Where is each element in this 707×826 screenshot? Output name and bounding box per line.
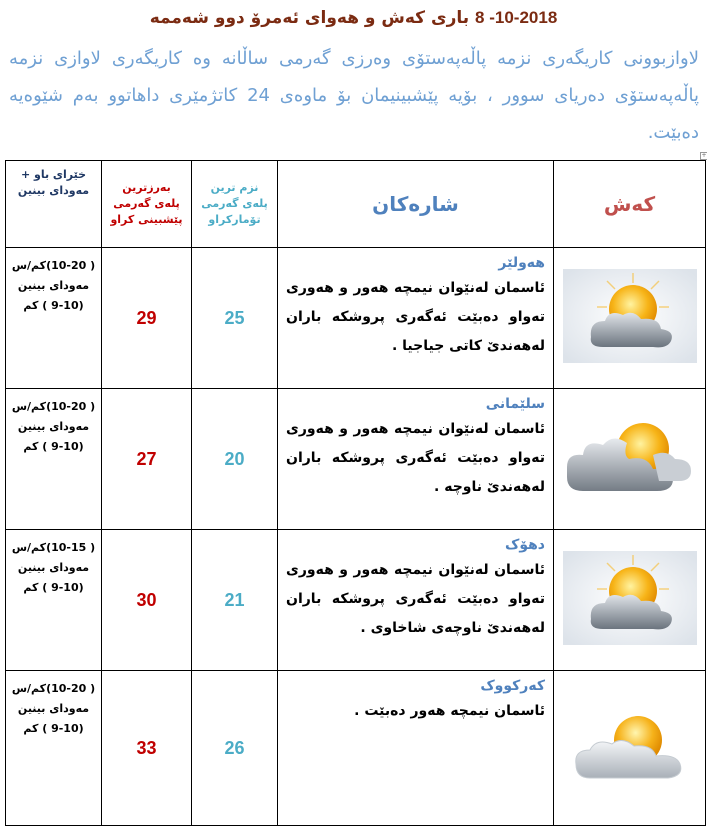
visibility-value: (9-10 ) کم bbox=[23, 440, 84, 453]
header-wind-line2: مەودای بینین bbox=[17, 184, 90, 197]
table-row bbox=[6, 248, 706, 389]
weather-description: ئاسمان نیمچە هەور دەبێت . bbox=[354, 703, 545, 719]
header-max-line1: بەرزترین bbox=[122, 181, 171, 194]
max-temp: 27 bbox=[102, 389, 192, 530]
wind-cell bbox=[6, 530, 102, 671]
weather-description: ئاسمان لەنێوان نیمچە هەور و هەوری تەواو دەبێت ئەگەری پروشکە باران لەهەندێ ناوچەی شاخاوی . bbox=[286, 562, 545, 636]
weather-description: ئاسمان لەنێوان نیمچە هەور و هەوری تەواو دەبێت ئەگەری پروشکە باران لەهەندێ کاتی جیاجیا . bbox=[286, 280, 545, 354]
visibility-value: (9-10 ) کم bbox=[23, 299, 84, 312]
visibility-label: مەودای بینین bbox=[17, 279, 90, 292]
table-row bbox=[6, 530, 706, 671]
max-temp: 30 bbox=[102, 530, 192, 671]
header-min-line1: نزم ترین bbox=[210, 181, 259, 194]
wind-speed: ( 10-20)کم/س bbox=[11, 400, 96, 413]
wind-cell bbox=[6, 671, 102, 826]
table-header-row bbox=[6, 161, 706, 248]
visibility-label: مەودای بینین bbox=[17, 420, 90, 433]
header-max-line2: پلەی گەرمی bbox=[113, 197, 180, 210]
title-date: 8 -10-2018 bbox=[475, 8, 558, 27]
weather-description: ئاسمان لەنێوان نیمچە هەور و هەوری تەواو دەبێت ئەگەری پروشکە باران لەهەندێ ناوچە . bbox=[286, 421, 545, 495]
condition-cell bbox=[554, 671, 706, 826]
wind-cell bbox=[6, 389, 102, 530]
table-row bbox=[6, 671, 706, 826]
max-temp: 33 bbox=[102, 671, 192, 826]
partly-cloudy-sun-icon bbox=[563, 269, 697, 367]
city-cell bbox=[278, 530, 554, 671]
city-name: کەرکووک bbox=[480, 678, 545, 694]
wind-speed: ( 10-20)کم/س bbox=[11, 682, 96, 695]
forecast-table bbox=[5, 160, 706, 826]
sun-behind-cloud-icon bbox=[568, 706, 692, 790]
title-text: باری کەش و هەوای ئەمرۆ دوو شەممە bbox=[149, 8, 470, 28]
visibility-label: مەودای بینین bbox=[17, 561, 90, 574]
header-wind-line1: خێرای باو + bbox=[20, 168, 87, 181]
table-row bbox=[6, 389, 706, 530]
header-wind bbox=[6, 161, 102, 248]
min-temp: 21 bbox=[192, 530, 278, 671]
wind-speed: ( 10-15)کم/س bbox=[11, 541, 96, 554]
min-temp: 25 bbox=[192, 248, 278, 389]
city-cell bbox=[278, 389, 554, 530]
visibility-value: (9-10 ) کم bbox=[23, 722, 84, 735]
visibility-value: (9-10 ) کم bbox=[23, 581, 84, 594]
city-cell bbox=[278, 248, 554, 389]
condition-cell bbox=[554, 248, 706, 389]
wind-cell bbox=[6, 248, 102, 389]
min-temp: 26 bbox=[192, 671, 278, 826]
header-max-temp bbox=[102, 161, 192, 248]
condition-cell bbox=[554, 389, 706, 530]
partly-cloudy-sun-icon bbox=[563, 551, 697, 649]
header-max-line3: پێشبینی کراو bbox=[110, 213, 183, 226]
min-temp: 20 bbox=[192, 389, 278, 530]
condition-cell bbox=[554, 530, 706, 671]
forecast-intro bbox=[9, 40, 699, 151]
wind-speed: ( 10-20)کم/س bbox=[11, 259, 96, 272]
page-title bbox=[0, 8, 707, 38]
header-cities: شارەکان bbox=[278, 161, 554, 248]
table-move-handle-icon[interactable]: + bbox=[701, 152, 707, 159]
visibility-label: مەودای بینین bbox=[17, 702, 90, 715]
header-min-temp bbox=[192, 161, 278, 248]
city-name: هەولێر bbox=[498, 255, 545, 271]
header-condition: کەش bbox=[554, 161, 706, 248]
city-cell bbox=[278, 671, 554, 826]
header-min-line2: پلەی گەرمی bbox=[201, 197, 268, 210]
cloudy-sun-icon bbox=[563, 415, 697, 503]
max-temp: 29 bbox=[102, 248, 192, 389]
city-name: دهۆک bbox=[504, 537, 545, 553]
intro-text: لاوازبوونی کاریگەری نزمە پاڵەپەستۆی وەرزی گەرمی ساڵانە وە کاریگەری لاوازی نزمە پاڵەپەستۆی دەریای سوور ، بۆیە پێشبینیمان بۆ ماوەی 24 کاتژمێری داهاتوو بەم شێوەیە دەبێت. bbox=[9, 48, 699, 143]
header-min-line3: تۆمارکراو bbox=[208, 213, 261, 226]
city-name: سلێمانی bbox=[485, 396, 545, 412]
